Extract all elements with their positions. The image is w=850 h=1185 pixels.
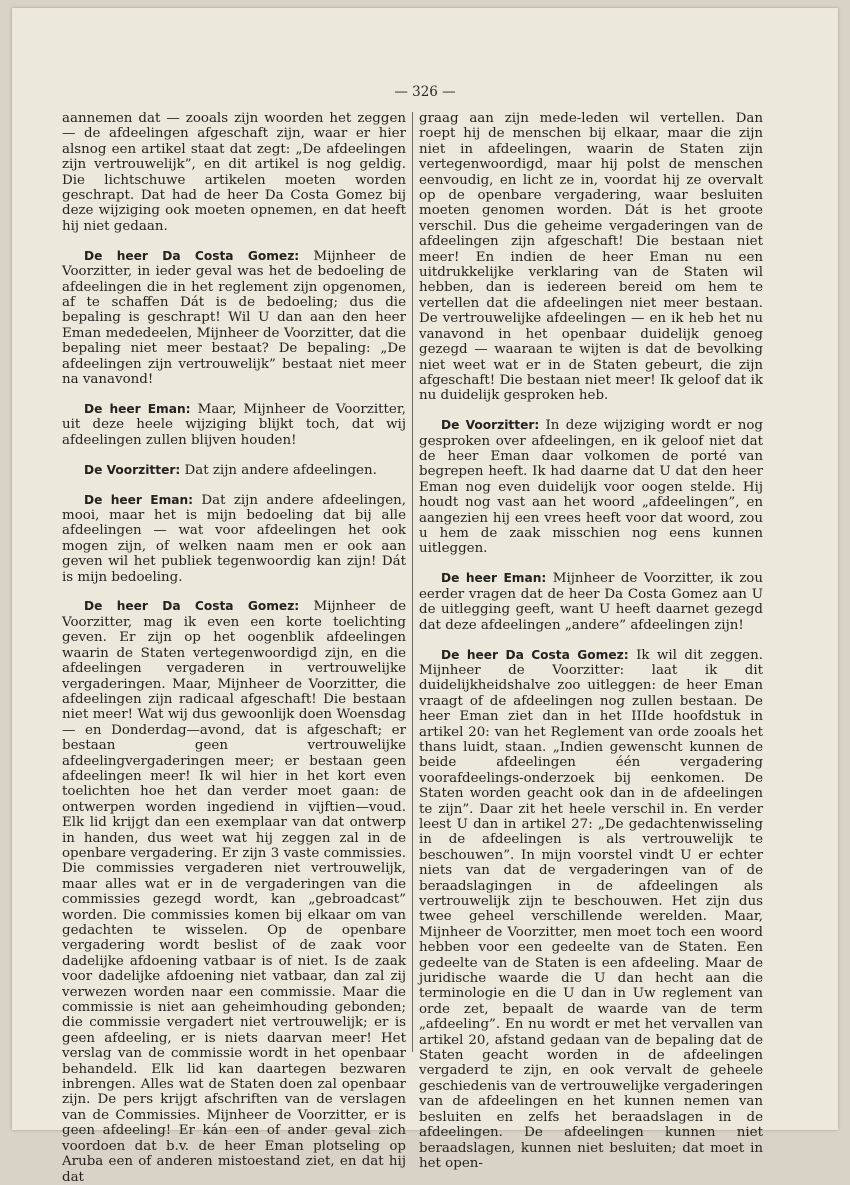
speaker-label: De heer Eman:: [84, 401, 191, 416]
speaker-label: De heer Da Costa Gomez:: [84, 599, 300, 614]
paragraph-text: graag aan zijn mede-leden wil vertellen. Dan roept hij de menschen bij elkaar, maar die zijn niet in afdeelingen, waarin de Staten zijn vertegenwoordigd, maar hij polst de menschen eenvoudig, en licht ze in, voordat hij ze overvalt op de openbare vergadering, waar besluiten moeten genomen worden. Dát is het groote verschil. Dus die geheime vergaderingen van de afdeelingen zijn afgeschaft! Die bestaan niet meer! En indien de heer Eman nu een uitdrukkelijke verklaring van de Staten wil hebben, dan is iedereen bereid om hem te vertellen dat die afdeelingen niet meer bestaan. De vertrouwelijke afdeelingen — en ik heb het nu vanavond in het openbaar duidelijk genoeg gezegd — waaraan te wijten is dat de bevolking niet weet wat er in de Staten gebeurt, die zijn afgeschaft! Die bestaan niet meer! Ik geloof dat ik nu duidelijk gesproken heb.: [419, 111, 763, 404]
paragraph: [419, 648, 763, 1172]
paragraph-text: Ik wil dit zeggen. Mijnheer de Voorzitter: laat ik dit duidelijkheidshalve zoo uitleggen: de heer Eman vraagt of de afdeelingen nog zullen bestaan. De heer Eman ziet dan in het IIIde hoofdstuk in artikel 20: van het Reglement van orde zooals het thans luidt, staan. „Indien gewenscht kunnen de beide afdeelingen één vergadering voorafdeelings-onderzoek bij eenkomen. De Staten worden geacht ook dan in de afdeelingen te zijn”. Daar zit het heele verschil in. En verder leest U dan in artikel 27: „De gedachtenwisseling in de afdeelingen is als vertrouwelijk te beschouwen”. In mijn voorstel vindt U er echter niets van dat de vergaderingen van of de beraadslagingen in de afdeelingen als vertrouwelijk zijn te beschouwen. Het zijn dus twee geheel verschillende werelden. Maar, Mijnheer de Voorzitter, men moet toch een woord hebben voor een gedeelte van de Staten. Een gedeelte van de Staten is een afdeeling. Maar de juridische waarde die U dan hecht aan die terminologie en die U dan in Uw reglement van orde zet, bepaalt de waarde van de term „afdeeling”. En nu wordt er met het vervallen van artikel 20, afstand gedaan van de bepaling dat de Staten geacht worden in de afdeelingen vergaderd te zijn, en ook vervalt de geheele geschiedenis van de vertrouwelijke vergaderingen van de afdeelingen en het kunnen nemen van besluiten en zelfs het beraadslagen in de afdeelingen. De afdeelingen kunnen niet beraadslagen, kunnen niet besluiten; dat moet in het open-: [419, 647, 763, 1171]
paragraph-text: Maar, Mijnheer de Voorzitter, uit deze heele wijziging blijkt toch, dat wij afdeelingen zullen blijven houden!: [62, 401, 407, 448]
speaker-label: De heer Da Costa Gomez:: [84, 248, 300, 263]
paragraph-text: Dat zijn andere afdeelingen, mooi, maar het is mijn bedoeling dat bij alle afdeelingen — wat voor afdeelingen het ook mogen zijn, of welken naam men er ook aan geven wil het publiek tegenwoordig kan zijn! Dát is mijn bedoeling.: [62, 492, 406, 585]
speaker-label: De heer Eman:: [441, 571, 547, 586]
paragraph: [62, 111, 406, 234]
paragraph-text: Dat zijn andere afdeelingen.: [184, 462, 377, 478]
column-divider: [412, 112, 413, 1052]
paragraph-text: aannemen dat — zooals zijn woorden het zeggen — de afdeelingen afgeschaft zijn, waar er hier alsnog een artikel staat dat zegt: „De afdeelingen zijn vertrouwelijk”, en dit artikel is nog geldig. Die lichtschuwe artikelen moeten worden geschrapt. Dat had de heer Da Costa Gomez bij deze wijziging ook moeten opnemen, en dat heeft hij niet gedaan.: [62, 111, 406, 234]
paragraph: [419, 418, 763, 557]
speaker-label: De heer Eman:: [84, 492, 194, 507]
paragraph-text: Mijnheer de Voorzitter, mag ik even een korte toelichting geven. Er zijn op het oogenblik afdeelingen waarin de Staten vertegenwoordigd zijn, en die afdeelingen vergaderen in vertrouwelijke vergaderingen. Maar, Mijnheer de Voorzitter, die afdeelingen zijn radicaal afgeschaft! Die bestaan niet meer! Wat wij dus gewoonlijk doen Woensdag— en Donderdag—avond, dat is afgeschaft; er bestaan geen vertrouwelijke afdeelingvergaderingen meer; er bestaan geen afdeelingen meer! Ik wil hier in het kort even toelichten hoe het dan verder moet gaan: de ontwerpen worden ingediend in vijftien—voud. Elk lid krijgt dan een exemplaar van dat ontwerp in handen, dus weet wat hij zeggen zal in de openbare vergadering. Er zijn 3 vaste commissies. Die commissies vergaderen niet vertrouwelijk, maar alles wat er in de vergaderingen van die commissies gezegd wordt, kan „gebroadcast” worden. Die commissies komen bij elkaar om van gedachten te wisselen. Op de openbare vergadering wordt beslist of de zaak voor dadelijke afdoening vatbaar is of niet. Is de zaak voor dadelijke afdoening niet vatbaar, dan zal zij verwezen worden naar een commissie. Maar die commissie is niet aan geheimhouding gebonden; die commissie vergadert niet vertrouwelijk; er is geen afdeeling, er is niets daarvan meer! Het verslag van de commissie wordt in het openbaar behandeld. Elk lid kan daartegen bezwaren inbrengen. Alles wat de Staten doen zal openbaar zijn. De pers krijgt afschriften van de verslagen van de Commissies. Mijnheer de Voorzitter, er is geen afdeeling! Er kán een of ander geval zich voordoen dat b.v. de heer Eman plotseling op Aruba een of anderen mistoestand ziet, en dat hij dat: [62, 599, 406, 1185]
paragraph-text: Mijnheer de Voorzitter, ik zou eerder vragen dat de heer Da Costa Gomez aan U de uitlegging geeft, want U heeft daarnet gezegd dat deze afdeelingen „andere” afdeelingen zijn!: [419, 571, 763, 633]
right-column: [419, 111, 763, 1171]
speaker-label: De heer Da Costa Gomez:: [441, 647, 629, 662]
document-page: [12, 8, 838, 1185]
paragraph: [62, 249, 406, 388]
page-number: — 326 —: [394, 84, 456, 100]
left-column: [62, 111, 406, 1185]
paragraph: [62, 493, 406, 585]
paragraph: [62, 599, 406, 1184]
speaker-label: De Voorzitter:: [441, 418, 540, 433]
paragraph: [419, 571, 763, 633]
paragraph: [62, 463, 406, 478]
paragraph-text: Mijnheer de Voorzitter, in ieder geval was het de bedoeling de afdeelingen die in het reglement zijn opgenomen, af te schaffen Dát is de bedoeling; dus die bepaling is geschrapt! Wil U dan aan den heer Eman mededeelen, Mijnheer de Voorzitter, dat die bepaling niet meer bestaat? De bepaling: „De afdeelingen zijn vertrouwelijk” bestaat niet meer na vanavond!: [62, 248, 406, 387]
paragraph-text: In deze wijziging wordt er nog gesproken over afdeelingen, en ik geloof niet dat de heer Eman daar volkomen de porté van begrepen heeft. Ik had daarne dat U dat den heer Eman nog even duidelijk voor oogen stelde. Hij houdt nog vast aan het woord „afdeelingen”, en aangezien hij een vrees heeft voor dat woord, zou u hem de zaak misschien nog eens kunnen uitleggen.: [419, 418, 763, 557]
speaker-label: De Voorzitter:: [84, 462, 181, 477]
paragraph: [419, 111, 763, 404]
paragraph: [62, 402, 406, 448]
